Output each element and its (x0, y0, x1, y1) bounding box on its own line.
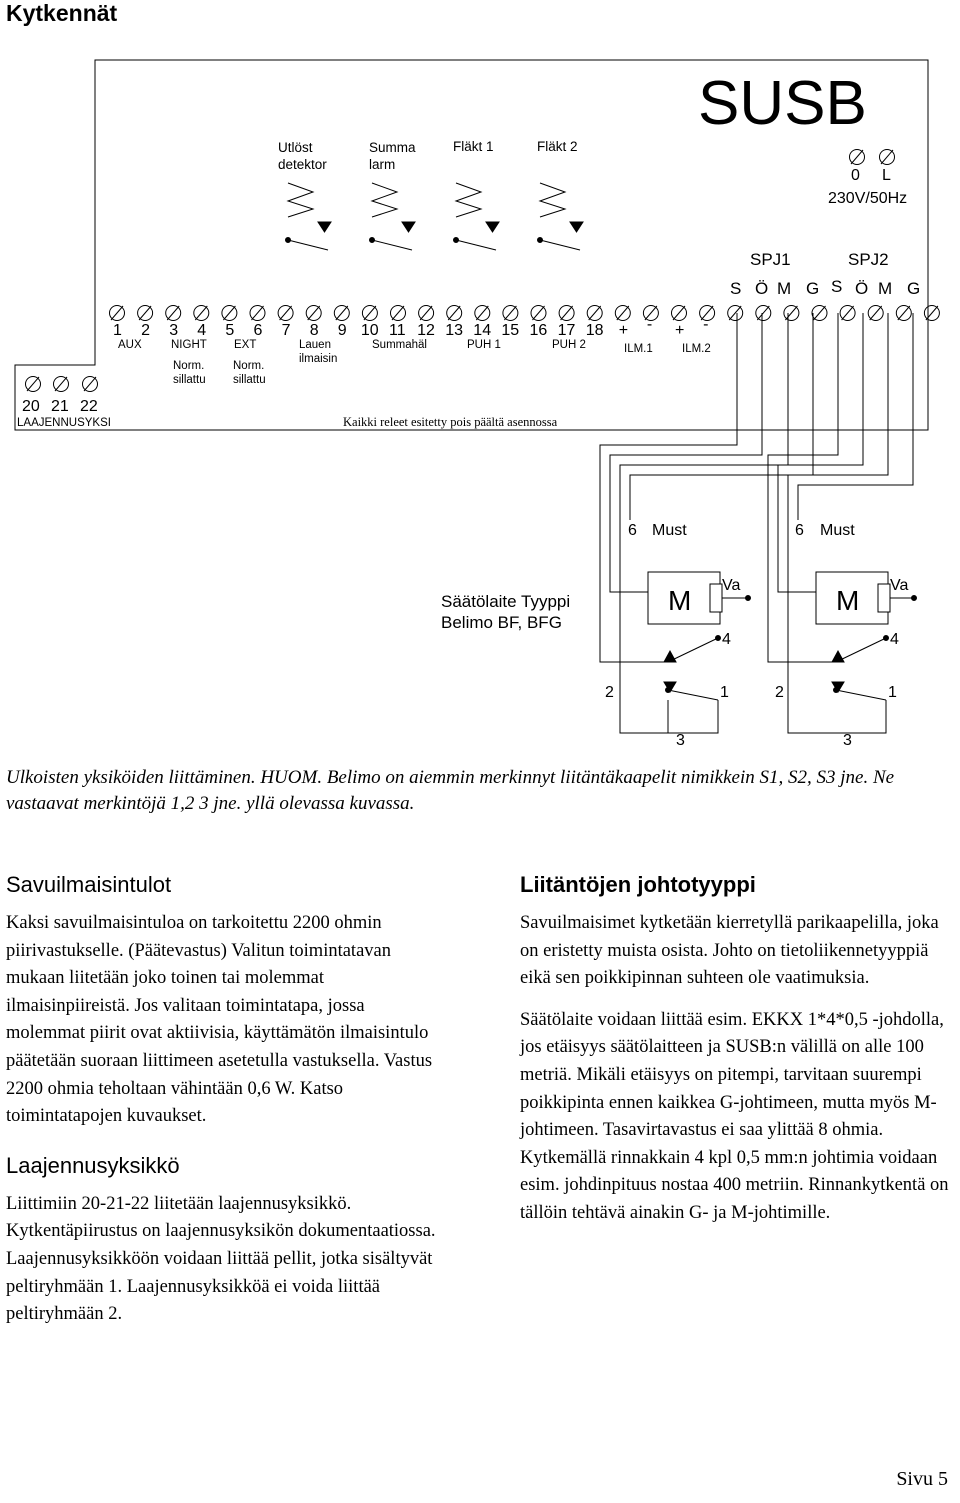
spj1-label: SPJ1 (750, 250, 791, 269)
terminal-number-11: 11 (389, 322, 406, 339)
spj2-label: SPJ2 (848, 250, 889, 269)
actuator-2 (816, 572, 917, 733)
actuator-2-motor: M (836, 585, 860, 616)
actuator-1-sw1: 1 (720, 684, 729, 701)
terminal-21 (672, 306, 687, 321)
terminal-27 (840, 306, 855, 321)
power-terminals (828, 150, 907, 208)
page-title: Kytkennät (6, 0, 118, 26)
label-lauen: Lauen (299, 339, 331, 351)
label-norm-2: Norm. (233, 360, 265, 372)
terminal-number-13: 13 (445, 322, 463, 339)
terminal-number-20: - (646, 316, 653, 333)
actuator-1 (648, 572, 751, 733)
spj1-g: G (806, 279, 820, 298)
terminal-17 (559, 306, 574, 321)
cable-2-count: 6 (795, 522, 804, 539)
terminal-3 (166, 306, 181, 321)
label-puh1: PUH 1 (467, 339, 501, 351)
terminal-number-21: + (675, 322, 685, 339)
spj1-m: M (777, 279, 792, 298)
terminal-12 (419, 306, 434, 321)
extension-unit-text: Liittimiin 20-21-22 liitetään laajennusyksikkö. Kytkentäpiirustus on laajennusyksikön dokumentaatiossa. Laajennusyksikköön voidaan liittää pellit, jotka sisältyvät peltiryhmään 1. Laajennusyksikköä ei voida liittää peltiryhmään 2. (6, 1193, 436, 1325)
label-ext: EXT (234, 339, 257, 351)
terminal-number-1: 1 (113, 322, 122, 339)
label-ilmaisin: ilmaisin (299, 353, 338, 365)
right-column (520, 872, 960, 1242)
terminal-1 (110, 306, 125, 321)
terminal-23 (728, 306, 743, 321)
terminal-19 (615, 306, 630, 321)
terminal-30 (924, 306, 939, 321)
terminal-11 (391, 306, 406, 321)
label-aux: AUX (118, 339, 142, 351)
terminal-8 (306, 306, 321, 321)
cable-1-color: Must (652, 522, 687, 539)
relay-label-3: Fläkt 1 (453, 139, 494, 154)
power-zero-label: 0 (851, 167, 860, 184)
terminal-9 (334, 306, 349, 321)
terminal-7 (278, 306, 293, 321)
terminal-29 (896, 306, 911, 321)
terminal-number-7: 7 (281, 322, 291, 339)
relay-note: Kaikki releet esitetty pois päältä asennossa (343, 415, 558, 429)
spj2-m: M (878, 279, 893, 298)
actuator-2-4: 4 (890, 631, 899, 648)
terminal-number-16: 16 (529, 322, 548, 339)
terminal-number-8: 8 (309, 322, 319, 339)
actuator-1-4: 4 (722, 631, 731, 648)
spj-letters (730, 277, 920, 298)
power-rating-label: 230V/50Hz (828, 190, 908, 207)
terminal-group-labels (118, 339, 711, 386)
actuator-type-line1: Säätölaite Tyyppi (441, 592, 571, 611)
ext-22: 22 (80, 398, 98, 415)
actuator-1-sw3: 3 (676, 732, 685, 749)
wire-type-text-2: Säätölaite voidaan liittää esim. EKKX 1*4*0,5 -johdolla, jos etäisyys säätölaitteen ja SUSB:n välillä on alle 100 metriä. Mikäli etäisyys on pitempi, tarvitaan suurempi poikkipinta ennen kaikkea G-johtimeen, mutta myös M-johtimeen. Tasavirtavastus ei saa ylittää 8 ohmia. Kytkemällä rinnakkain 4 kpl 0,5 mm:n johtimia voidaan esim. johdinpituus nostaa 400 metriin. Rinnankytkentä on tällöin tehtävä ainakin G- ja M-johtimille. (520, 1009, 949, 1223)
extension-unit-heading: Laajennusyksikkö (6, 1152, 180, 1178)
label-sillattu-2: sillattu (233, 374, 266, 386)
terminal-number-2: 2 (141, 322, 151, 339)
ext-21: 21 (51, 398, 69, 415)
cable-2-color: Must (820, 522, 855, 539)
terminal-26 (812, 306, 827, 321)
relay-label-2a: Summa (369, 140, 416, 155)
cable-1-count: 6 (628, 522, 637, 539)
page-number: Sivu 5 (896, 1468, 948, 1490)
terminal-number-15: 15 (501, 322, 520, 339)
terminal-number-3: 3 (169, 322, 179, 339)
left-column (6, 872, 446, 1343)
terminal-number-12: 12 (417, 322, 435, 339)
terminal-18 (587, 306, 602, 321)
terminal-number-22: - (703, 316, 709, 333)
relay-label-1b: detektor (278, 157, 327, 172)
terminal-number-9: 9 (337, 322, 347, 339)
terminal-16 (531, 306, 546, 321)
cable-labels (628, 522, 855, 539)
label-summahal: Summahäl (372, 339, 427, 351)
spj2-o: Ö (855, 279, 869, 298)
terminal-2 (138, 306, 153, 321)
spj-wires (600, 313, 913, 733)
power-live-label: L (882, 167, 891, 184)
label-ilm2: ILM.2 (682, 343, 711, 355)
terminal-24 (756, 306, 771, 321)
terminal-15 (503, 306, 518, 321)
label-norm-1: Norm. (173, 360, 205, 372)
spj2-g: G (907, 279, 921, 298)
external-units-note: Ulkoisten yksiköiden liittäminen. HUOM. Belimo on aiemmin merkinnyt liitäntäkaapelit nimikkein S1, S2, S3 jne. Ne vastaavat merkintöjä 1,2 3 jne. yllä olevassa kuvassa. (6, 767, 895, 814)
terminal-number-17: 17 (557, 322, 576, 339)
relay-symbols (286, 183, 584, 250)
actuator-2-va: Va (890, 577, 909, 594)
actuator-2-sw2: 2 (775, 684, 784, 701)
relay-label-2b: larm (369, 157, 396, 172)
spj1-o: Ö (755, 279, 769, 298)
terminal-number-5: 5 (225, 322, 235, 339)
ext-label: LAAJENNUSYKSI (17, 417, 111, 429)
terminal-number-4: 4 (197, 322, 207, 339)
smoke-inputs-text: Kaksi savuilmaisintuloa on tarkoitettu 2200 ohmin piirivastukselle. (Päätevastus) Valitun toimintatavan mukaan liitetään joko toinen tai molemmat ilmaisinpiireistä. Jos valitaan toimintatapa, jossa molemmat piirit ovat aktiivisia, käyttämätön ilmaisintulo päätetään suoraan liittimeen asetetulla vastuksella. Vastus 2200 ohmia teholtaan vähintään 0,6 W. Katso toimintatapojen kuvaukset. (6, 913, 433, 1127)
terminal-number-18: 18 (585, 322, 604, 339)
label-puh2: PUH 2 (552, 339, 586, 351)
terminal-6 (250, 306, 265, 321)
terminal-number-10: 10 (360, 322, 379, 339)
spj1-s: S (730, 279, 742, 298)
ext-20: 20 (22, 398, 40, 415)
terminal-28 (868, 306, 883, 321)
actuator-2-sw1: 1 (888, 684, 897, 701)
relay-label-1a: Utlöst (278, 140, 313, 155)
spj2-s: S (831, 277, 843, 296)
extension-terminals (17, 377, 111, 430)
terminal-10 (362, 306, 377, 321)
actuator-1-motor: M (668, 585, 692, 616)
actuator-2-sw3: 3 (843, 732, 852, 749)
actuator-1-sw2: 2 (605, 684, 614, 701)
terminal-5 (222, 306, 237, 321)
terminal-4 (194, 306, 209, 321)
terminal-number-19: + (618, 322, 629, 339)
actuator-type-line2: Belimo BF, BFG (441, 613, 562, 632)
relay-label-4: Fläkt 2 (537, 139, 578, 154)
wire-type-text-1: Savuilmaisimet kytketään kierretyllä parikaapelilla, joka on eristetty muista osista. Johto on tietoliikennetyyppiä eikä sen poikkipinnan suhteen ole vaatimuksia. (520, 913, 939, 989)
label-sillattu-1: sillattu (173, 374, 206, 386)
terminal-number-14: 14 (473, 322, 492, 339)
terminal-number-6: 6 (253, 322, 263, 339)
wire-type-heading: Liitäntöjen johtotyyppi (520, 872, 756, 897)
actuator-1-va: Va (722, 577, 741, 594)
terminal-14 (475, 306, 490, 321)
label-ilm1: ILM.1 (624, 343, 653, 355)
terminal-25 (784, 306, 799, 321)
smoke-inputs-heading: Savuilmaisintulot (6, 872, 172, 897)
unit-name: SUSB (698, 69, 867, 138)
terminal-13 (447, 306, 462, 321)
label-night: NIGHT (171, 339, 207, 351)
terminal-row (110, 306, 940, 321)
